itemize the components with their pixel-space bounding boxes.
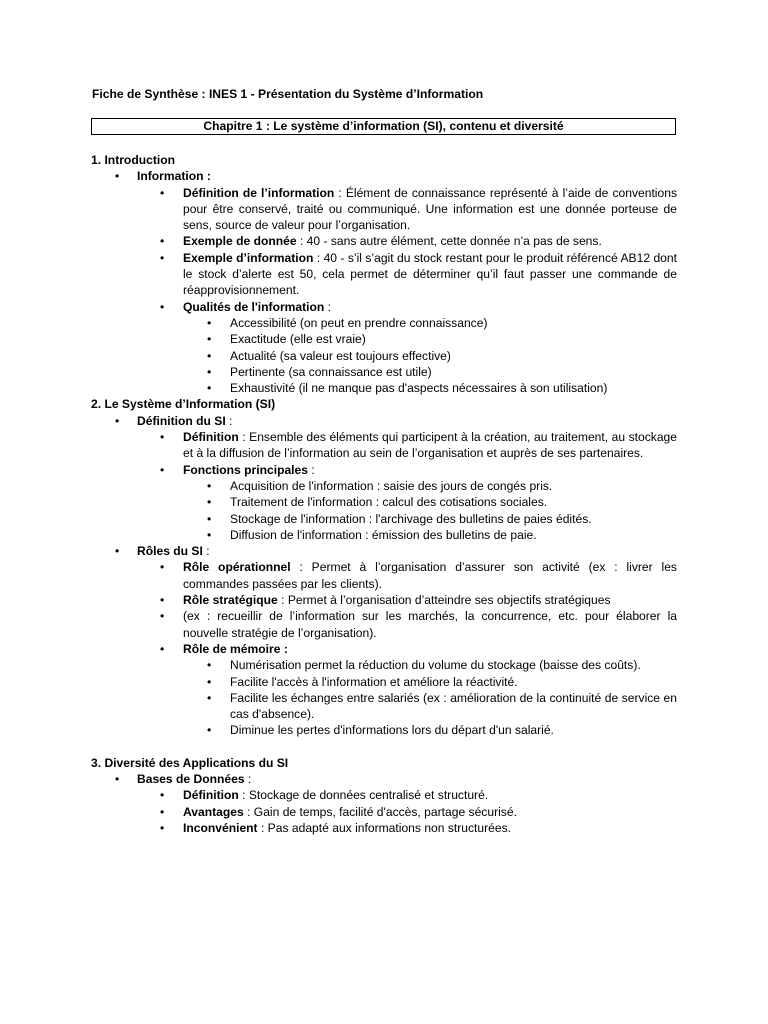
document-body	[91, 152, 677, 836]
list-item: • Facilite les échanges entre salariés (ex : amélioration de la continuité de service en cas d'absence).	[230, 690, 677, 723]
list-item-bases-de-donnees: • Bases de Données : • Définition : Stockage de données centralisé et structuré. • Avantages : Gain de temps, facilité d'accès, partage sécurisé. • Inconvénient : Pas adapté aux informations non structurées.	[137, 771, 677, 836]
list-item: • Traitement de l'information : calcul des cotisations sociales.	[230, 494, 677, 510]
list-item: • Facilite l'accès à l'information et améliore la réactivité.	[230, 674, 677, 690]
section-heading-diversite-applications: 3. Diversité des Applications du SI	[91, 755, 289, 770]
list-item: • Diffusion de l'information : émission des bulletins de paie.	[230, 527, 677, 543]
list-item-inconvenient: • Inconvénient : Pas adapté aux informations non structurées.	[183, 820, 677, 836]
list-item: • Acquisition de l'information : saisie des jours de congés pris.	[230, 478, 677, 494]
list-item: • Pertinente (sa connaissance est utile)	[230, 364, 677, 380]
list-item-fonctions: • Fonctions principales : • Acquisition de l'information : saisie des jours de congés pris. • Traitement de l'information : calcul des cotisations sociales. • Stockage de l'information : l'archivage des bulletins de paies édités. • Diffusion de l'information : émission des bulletins de paie.	[183, 462, 677, 543]
list-item-role-strategique-exemple: • (ex : recueillir de l’information sur les marchés, la concurrence, etc. pour élaborer la nouvelle stratégie de l’organisation).	[183, 608, 677, 641]
list-item-role-operationnel: • Rôle opérationnel : Permet à l’organisation d’assurer son activité (ex : livrer les commandes passées par les clients).	[183, 559, 677, 592]
chapter-title-box: Chapitre 1 : Le système d’information (SI), contenu et diversité	[91, 118, 676, 135]
list-item-definition: • Définition : Ensemble des éléments qui participent à la création, au traitement, au stockage et à la diffusion de l’information au sein de l’organisation et auprès de ses partenaires.	[183, 429, 677, 462]
section-heading-systeme-information: 2. Le Système d’Information (SI)	[91, 397, 276, 412]
list-item: • Diminue les pertes d'informations lors du départ d'un salarié.	[230, 722, 677, 738]
section-2-list	[91, 413, 677, 739]
list-item: • Actualité (sa valeur est toujours effective)	[230, 348, 677, 364]
list-item-definition-bdd: • Définition : Stockage de données centralisé et structuré.	[183, 787, 677, 803]
list-item-exemple-information: • Exemple d’information : 40 - s’il s’agit du stock restant pour le produit référencé AB12 dont le stock d’alerte est 50, cela permet de déterminer qu’il faut passer une commande de réapprovisionnement.	[183, 250, 677, 299]
list-item-information	[137, 168, 677, 396]
section-3-list	[91, 771, 677, 836]
list-item-definition-si: • Définition du SI : • Définition : Ensemble des éléments qui participent à la création, au traitement, au stockage et à la diffusion de l’information au sein de l’organisation et auprès de ses partenaires. • Fonctions principales : • Acquisition de l'information : saisie des jours de congés pris. • Traitement de l'information : calcul des cotisations sociales. • Stockage de l'information : l'archivage des bulletins de paies édités. • Diffusion de l'information : émission des bulletins de paie.	[137, 413, 677, 543]
list-item: • Stockage de l'information : l'archivage des bulletins de paies édités.	[230, 511, 677, 527]
section-1-list	[91, 168, 677, 396]
list-item-definition-information: • Définition de l’information : Élément de connaissance représenté à l’aide de conventions pour être conservé, traité ou communiqué. Une information est une donnée porteuse de sens, source de valeur pour l’organisation.	[183, 185, 677, 234]
list-item-exemple-donnee: • Exemple de donnée : 40 - sans autre élément, cette donnée n’a pas de sens.	[183, 233, 677, 249]
list-item-role-strategique: • Rôle stratégique : Permet à l’organisation d’atteindre ses objectifs stratégiques	[183, 592, 677, 608]
list-item-avantages: • Avantages : Gain de temps, facilité d'accès, partage sécurisé.	[183, 804, 677, 820]
item-label: Information :	[137, 169, 211, 184]
list-item: • Numérisation permet la réduction du volume du stockage (baisse des coûts).	[230, 657, 677, 673]
list-item: • Exactitude (elle est vraie)	[230, 331, 677, 347]
list-item-roles-si: • Rôles du SI : • Rôle opérationnel : Permet à l’organisation d’assurer son activité (ex : livrer les commandes passées par les clients). • Rôle stratégique : Permet à l’organisation d’atteindre ses objectifs stratégiques • (ex : recueillir de l’information sur les marchés, la concurrence, etc. pour élaborer la nouvelle stratégie de l’organisation). • Rôle de mémoire : • Numérisation permet la réduction du volume du stockage (baisse des coûts). • Facilite l'accès à l'information et améliore la réactivité. • Facilite les échanges entre salariés (ex : amélioration de la continuité de service en cas d'absence). • Diminue les pertes d'informations lors du départ d'un salarié.	[137, 543, 677, 739]
list-item: • Accessibilité (on peut en prendre connaissance)	[230, 315, 677, 331]
list-item: • Exhaustivité (il ne manque pas d'aspects nécessaires à son utilisation)	[230, 380, 677, 396]
document-title: Fiche de Synthèse : INES 1 - Présentation du Système d’Information	[92, 87, 484, 101]
section-heading-introduction: 1. Introduction	[91, 153, 175, 167]
list-item-role-memoire: • Rôle de mémoire : • Numérisation permet la réduction du volume du stockage (baisse des coûts). • Facilite l'accès à l'information et améliore la réactivité. • Facilite les échanges entre salariés (ex : amélioration de la continuité de service en cas d'absence). • Diminue les pertes d'informations lors du départ d'un salarié.	[183, 641, 677, 739]
list-item-qualites: • Qualités de l'information : • Accessibilité (on peut en prendre connaissance) • Exactitude (elle est vraie) • Actualité (sa valeur est toujours effective) • Pertinente (sa connaissance est utile) • Exhaustivité (il ne manque pas d'aspects nécessaires à son utilisation)	[183, 299, 677, 397]
